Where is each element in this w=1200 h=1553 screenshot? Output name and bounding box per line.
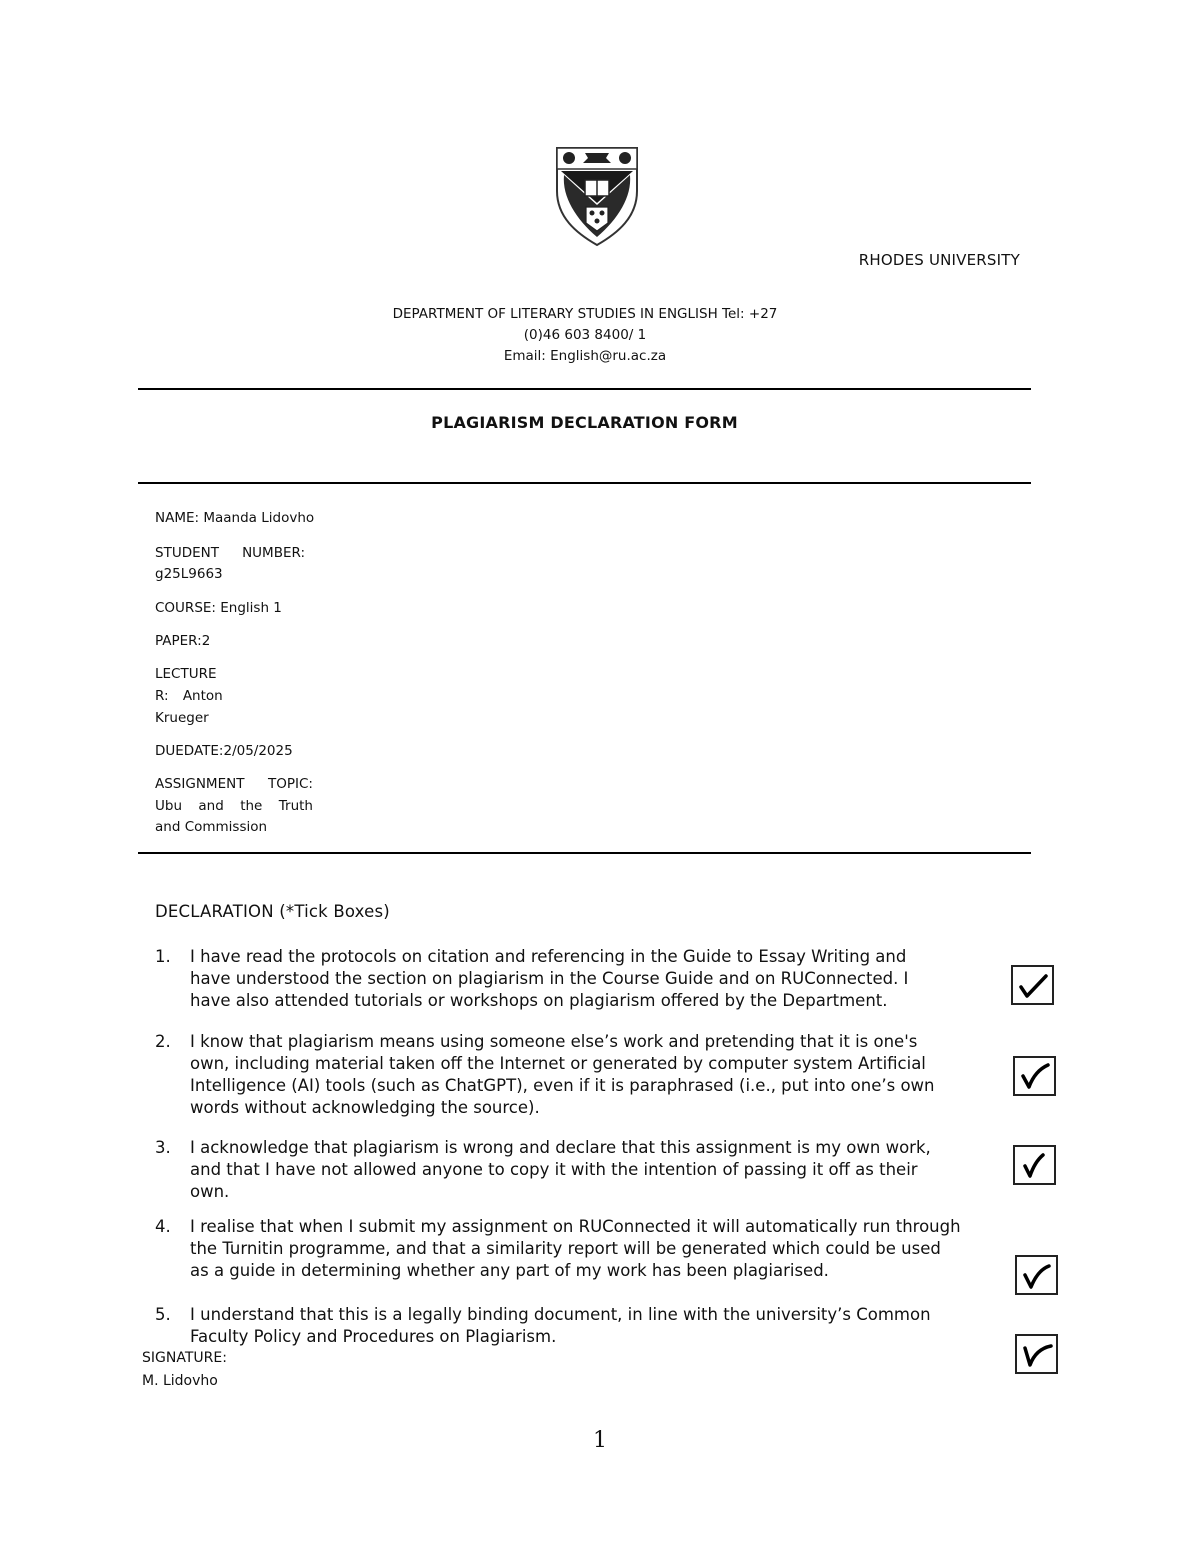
- item-number: 3.: [155, 1138, 171, 1157]
- topic-line-end: and Commission: [155, 819, 268, 835]
- department-line: DEPARTMENT OF LITERARY STUDIES IN ENGLISH Tel: +27: [392, 306, 778, 322]
- tick-box-1[interactable]: [1011, 965, 1054, 1005]
- name-field: NAME: Maanda Lidovho: [155, 510, 315, 526]
- lecturer-surname: Krueger: [155, 710, 209, 726]
- lecturer-line-prefix: R:: [155, 688, 169, 704]
- item-line: words without acknowledging the source).: [190, 1098, 540, 1117]
- item-line: as a guide in determining whether any part of my work has been plagiarised.: [190, 1261, 829, 1280]
- topic-label-a: ASSIGNMENT: [155, 776, 245, 792]
- university-name: RHODES UNIVERSITY: [858, 251, 1020, 269]
- course-field: COURSE: English 1: [155, 600, 282, 616]
- item-text: [190, 1304, 1020, 1348]
- item-line: I acknowledge that plagiarism is wrong and declare that this assignment is my own work,: [190, 1138, 931, 1157]
- title-bottom-rule: [138, 482, 1031, 484]
- topic-word: the: [240, 798, 263, 814]
- item-line: I understand that this is a legally binding document, in line with the university’s Common: [190, 1305, 931, 1324]
- student-number-label-a: STUDENT: [155, 545, 219, 561]
- checkmark-icon: [1015, 1147, 1054, 1183]
- item-line: I know that plagiarism means using someone else’s work and pretending that it is one's: [190, 1032, 918, 1051]
- checkmark-icon: [1017, 1336, 1056, 1372]
- item-line: and that I have not allowed anyone to copy it with the intention of passing it off as their: [190, 1160, 918, 1179]
- university-crest-icon: [554, 145, 640, 247]
- item-line: own.: [190, 1182, 230, 1201]
- topic-word: Truth: [278, 798, 313, 814]
- checkmark-icon: [1017, 1257, 1056, 1293]
- lecturer-label: LECTURE: [155, 666, 217, 682]
- item-text: [190, 1137, 1020, 1203]
- topic-label: [155, 774, 320, 796]
- lecturer-line: [155, 686, 320, 708]
- topic-label-b: TOPIC:: [268, 776, 313, 792]
- paper-field: PAPER:2: [155, 633, 211, 649]
- item-number: 4.: [155, 1217, 171, 1236]
- checkmark-icon: [1015, 1058, 1054, 1094]
- department-email: Email: English@ru.ac.za: [503, 348, 667, 364]
- item-line: Faculty Policy and Procedures on Plagiarism.: [190, 1327, 557, 1346]
- due-date-field: DUEDATE:2/05/2025: [155, 743, 293, 759]
- tick-box-3[interactable]: [1013, 1145, 1056, 1185]
- department-phone: (0)46 603 8400/ 1: [523, 327, 647, 343]
- tick-box-4[interactable]: [1015, 1255, 1058, 1295]
- student-number-value: g25L9663: [155, 566, 223, 582]
- item-number: 5.: [155, 1305, 171, 1324]
- item-line: Intelligence (AI) tools (such as ChatGPT), even if it is paraphrased (i.e., put into one’s own: [190, 1076, 935, 1095]
- item-text: [190, 1216, 1020, 1282]
- signature-label: SIGNATURE:: [142, 1350, 227, 1366]
- page-number: 1: [593, 1428, 607, 1453]
- form-title: PLAGIARISM DECLARATION FORM: [431, 413, 738, 432]
- topic-word: and: [198, 798, 224, 814]
- item-line: the Turnitin programme, and that a similarity report will be generated which could be used: [190, 1239, 941, 1258]
- lecturer-first-name: Anton: [182, 688, 223, 704]
- item-line: own, including material taken off the Internet or generated by computer system Artificial: [190, 1054, 926, 1073]
- item-number: 1.: [155, 947, 171, 966]
- item-number: 2.: [155, 1032, 171, 1051]
- student-number-label: [155, 543, 320, 565]
- tick-box-2[interactable]: [1013, 1056, 1056, 1096]
- signature-name: M. Lidovho: [142, 1373, 218, 1389]
- topic-line: [155, 796, 313, 818]
- item-line: I have read the protocols on citation and referencing in the Guide to Essay Writing and: [190, 947, 907, 966]
- item-line: have also attended tutorials or workshops on plagiarism offered by the Department.: [190, 991, 888, 1010]
- department-contact: [300, 304, 870, 367]
- item-line: have understood the section on plagiarism in the Course Guide and on RUConnected. I: [190, 969, 909, 988]
- student-number-label-b: NUMBER:: [242, 545, 305, 561]
- details-bottom-rule: [138, 852, 1031, 854]
- checkmark-icon: [1013, 967, 1052, 1003]
- tick-box-5[interactable]: [1015, 1334, 1058, 1374]
- item-text: [190, 1031, 1020, 1119]
- declaration-title: DECLARATION (*Tick Boxes): [155, 902, 390, 921]
- item-text: [190, 946, 1020, 1012]
- item-line: I realise that when I submit my assignment on RUConnected it will automatically run through: [190, 1217, 961, 1236]
- topic-word: Ubu: [155, 798, 183, 814]
- top-rule: [138, 388, 1031, 390]
